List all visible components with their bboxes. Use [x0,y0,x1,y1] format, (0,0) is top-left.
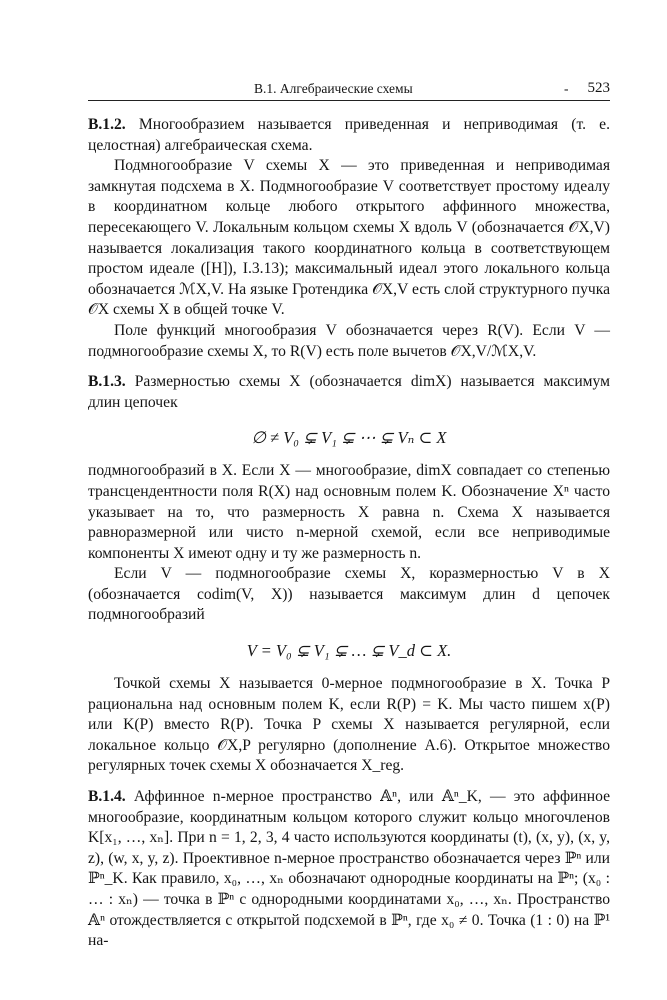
paragraph-text: Многообразием называется приведенная и неприводимая (т. е. целостная) алгебраическая схема. [88,116,610,154]
paragraph-text: Размерностью схемы X (обозначается dimX) называется максимум длин цепочек [88,373,610,411]
paragraph-codimension: Если V — подмногообразие схемы X, коразмерностью V в X (обозначается codim(V, X)) называется максимум длин d цепочек подмногообразий [88,565,610,624]
paragraph-text: Аффинное n-мерное пространство 𝔸ⁿ, или 𝔸ⁿ_K, — это аффинное многообразие, координатным кольцом которого служит кольцо многочленов K[x₁, …, xₙ]. При n = 1, 2, 3, 4 часто используются координаты (t), (x, y), (x, y, z), (w, x, y, z). Проективное n-мерное пространство обозначается через ℙⁿ или ℙⁿ_K. Как правило, x₀, …, xₙ обозначают однородные координаты на ℙⁿ; (x₀ : … : xₙ) — точка в ℙⁿ с однородными координатами x₀, …, xₙ. Пространство 𝔸ⁿ отождествляется с открытой подсхемой в ℙⁿ, где x₀ ≠ 0. Точка (1 : 0) на ℙ¹ на- [88,788,610,950]
paragraph-points: Точкой схемы X называется 0-мерное подмногообразие в X. Точка P рациональна над основным полем K, если R(P) = K. Мы часто пишем x(P) или K(P) вместо R(P). Точка P схемы X называется регулярной, если локальное кольцо 𝒪X,P регулярно (дополнение А.6). Открытое множество регулярных точек схемы X обозначается X_reg. [88,675,610,775]
chain-formula-codimension: V = V₀ ⊊ V₁ ⊊ … ⊊ V_d ⊂ X. [246,641,452,661]
paragraph-function-field: Поле функций многообразия V обозначается через R(V). Если V — подмногообразие схемы X, то R(V) есть поле вычетов 𝒪X,V/ℳX,V. [88,321,610,360]
chain-formula-dimension: ∅ ≠ V₀ ⊊ V₁ ⊊ ⋯ ⊊ Vₙ ⊂ X [251,428,447,448]
paragraph-b13 [88,372,610,413]
section-number: B.1.2. [88,116,126,133]
paragraph-dimension: подмногообразий в X. Если X — многообразие, dimX совпадает со степенью трансцендентности поля R(X) над основным полем K. Обозначение Xⁿ часто указывает на то, что размерность X равна n. Схема X называется равноразмерной или чисто n-мерной схемой, если все неприводимые компоненты X имеют одну и ту же размерность n. [88,462,610,562]
running-title: B.1. Алгебраические схемы [254,81,413,96]
section-number: B.1.3. [88,373,126,391]
section-number: B.1.4. [88,788,126,806]
paragraph-b12 [88,115,610,156]
header-marker: - [564,81,569,96]
page-number: 523 [587,80,610,96]
running-header [88,78,610,101]
paragraph-subvariety: Подмногообразие V схемы X — это приведенная и неприводимая замкнутая подсхема в X. Подмногообразие V соответствует простому идеалу в координатном кольце любого открытого аффинного множества, пересекающего V. Локальным кольцом схемы X вдоль V (обозначается 𝒪X,V) называется локализация такого координатного кольца в соответствующем простом идеале ([H]), I.3.13); максимальный идеал этого локального кольца обозначается ℳX,V. На языке Гротендика 𝒪X,V есть слой структурного пучка 𝒪X схемы X в общей точке V. [88,157,610,319]
paragraph-b14 [88,787,610,952]
book-page [88,78,610,952]
